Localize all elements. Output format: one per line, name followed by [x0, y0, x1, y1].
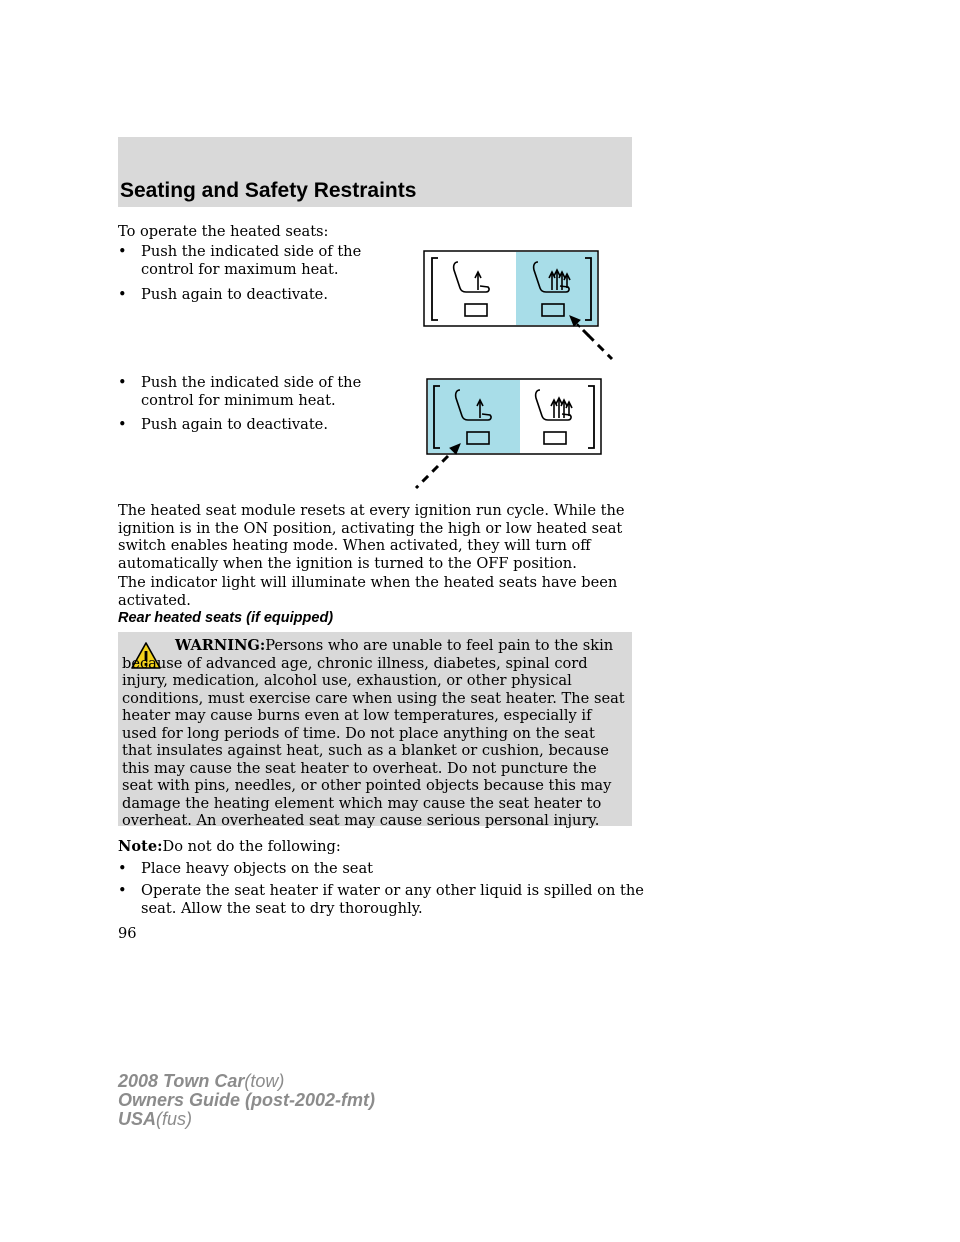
footer-line-3: [118, 1110, 375, 1129]
note-bullet-2-line2: seat. Allow the seat to dry thoroughly.: [141, 899, 423, 917]
bullet-deactivate-1-text: Push again to deactivate.: [141, 286, 328, 303]
warning-label: WARNING:: [175, 637, 266, 654]
bullet-min-heat-line2: control for minimum heat.: [141, 391, 336, 409]
bullet-deactivate-1: [118, 286, 378, 304]
module-reset-paragraph: The heated seat module resets at every ignition run cycle. While the ignition is in the ON position, activating the high or low heated seat switch enables heating mode. When activated, they will turn off automatically when the ignition is turned to the OFF position.: [118, 502, 625, 572]
note-bullet-1: [118, 860, 632, 878]
rear-heated-seats-heading: Rear heated seats (if equipped): [118, 610, 334, 626]
bullet-max-heat-line2: control for maximum heat.: [141, 260, 339, 278]
note-bullet-1-text: Place heavy objects on the seat: [141, 860, 374, 877]
footer-guide: Owners Guide (post-2002-fmt): [118, 1090, 376, 1110]
bullet-symbol: •: [118, 243, 127, 260]
footer: [118, 1072, 375, 1129]
footer-model-code: (tow): [244, 1071, 285, 1091]
page-number: 96: [118, 925, 137, 942]
intro-text: To operate the heated seats:: [118, 223, 329, 240]
note-text: Do not do the following:: [162, 838, 341, 855]
footer-model: 2008 Town Car: [118, 1071, 245, 1091]
footer-line-1: [118, 1072, 375, 1091]
heated-seat-control-max-diagram: [420, 248, 620, 368]
footer-market-code: (fus): [156, 1109, 193, 1129]
bullet-deactivate-2-text: Push again to deactivate.: [141, 416, 328, 433]
footer-line-2: [118, 1091, 375, 1110]
bullet-symbol: •: [118, 882, 127, 899]
bullet-symbol: •: [118, 286, 127, 303]
warning-text: [122, 637, 628, 830]
bullet-symbol: •: [118, 374, 127, 391]
bullet-max-heat: [118, 243, 378, 279]
bullet-symbol: •: [118, 860, 127, 877]
bullet-max-heat-line1: Push the indicated side of the: [141, 243, 362, 260]
footer-market: USA: [118, 1109, 157, 1129]
note-line: [118, 838, 341, 856]
highlight-low-side: [428, 380, 520, 453]
bullet-min-heat: [118, 374, 378, 410]
bullet-min-heat-line1: Push the indicated side of the: [141, 374, 362, 391]
bullet-symbol: •: [118, 416, 127, 433]
warning-body: Persons who are unable to feel pain to the skin because of advanced age, chronic illness, diabetes, spinal cord injury, medication, alcohol use, exhaustion, or other physical conditions, must exercise care when using the seat heater. The seat heater may cause burns even at low temperatures, especially if used for long periods of time. Do not place anything on the seat that insulates against heat, such as a blanket or cushion, because this may cause the seat heater to overheat. Do not puncture the seat with pins, needles, or other pointed objects because this may damage the heating element which may cause the seat heater to overheat. An overheated seat may cause serious personal injury.: [122, 637, 625, 829]
indicator-paragraph: The indicator light will illuminate when the heated seats have been activated.: [118, 574, 618, 609]
heated-seat-control-min-diagram: [380, 376, 605, 496]
note-label: Note:: [118, 838, 163, 855]
note-bullet-2: [118, 882, 644, 918]
note-bullet-2-line1: Operate the seat heater if water or any other liquid is spilled on the: [141, 882, 644, 899]
bullet-deactivate-2: [118, 416, 378, 434]
section-title: Seating and Safety Restraints: [120, 179, 417, 202]
